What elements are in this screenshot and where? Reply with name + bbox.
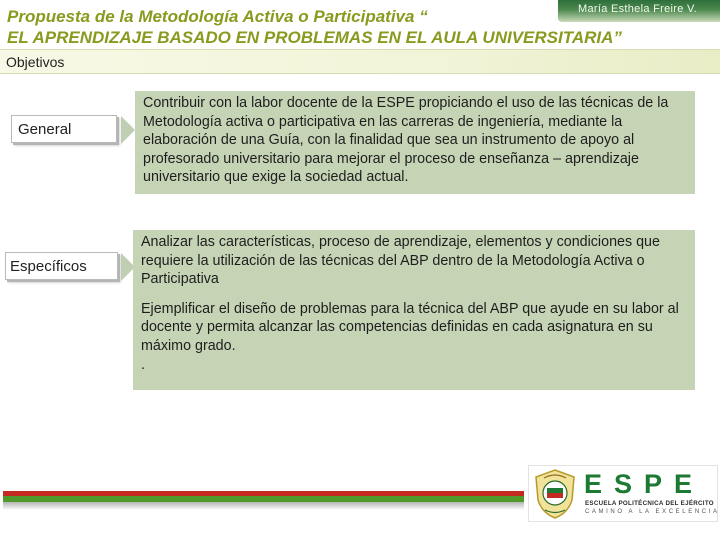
- specific-objective-2: Ejemplificar el diseño de problemas para la técnica del ABP que ayude en su labor al docente y permita alcanzar las competencias definidas en cada asignatura en su máximo grado.: [141, 300, 679, 354]
- logo-motto: CAMINO A LA EXCELENCIA: [585, 509, 720, 515]
- especificos-label-box: [5, 252, 118, 280]
- general-objective-box: [135, 91, 695, 194]
- section-bar: [0, 49, 720, 74]
- general-arrow-icon: [121, 116, 135, 144]
- logo-institution: ESCUELA POLITÉCNICA DEL EJÉRCITO: [585, 500, 714, 507]
- author-name: María Esthela Freire V.: [578, 3, 697, 15]
- specific-objective-1: Analizar las características, proceso de aprendizaje, elementos y condiciones que requiere la utilización de las técnicas del ABP dentro de la Metodología Activa o Participativa: [141, 234, 660, 288]
- especificos-objectives-box: [133, 230, 695, 390]
- specific-objective-3: .: [141, 356, 145, 373]
- espe-seal-icon: [532, 468, 578, 520]
- logo-wordmark: ESPE: [584, 469, 705, 499]
- especificos-label: Específicos: [10, 257, 87, 275]
- general-label: General: [18, 120, 72, 138]
- slide-title-line1: Propuesta de la Metodología Activa o Participativa “: [7, 7, 428, 26]
- footer-stripe-shadow: [3, 502, 524, 510]
- section-label: Objetivos: [6, 54, 65, 70]
- general-label-box: [11, 115, 117, 143]
- general-objective-text: Contribuir con la labor docente de la ESPE propiciando el uso de las técnicas de la Metodología activa o participativa en las carreras de ingeniería, mediante la elaboración de una Guía, con la finalidad que sea un instrumento de apoyo al profesorado universitario para mejorar el proceso de enseñanza – aprendizaje universitario que exige la sociedad actual.: [143, 95, 669, 186]
- slide-title-line2: EL APRENDIZAJE BASADO EN PROBLEMAS EN EL AULA UNIVERSITARIA”: [7, 28, 622, 47]
- espe-logo: [528, 465, 718, 522]
